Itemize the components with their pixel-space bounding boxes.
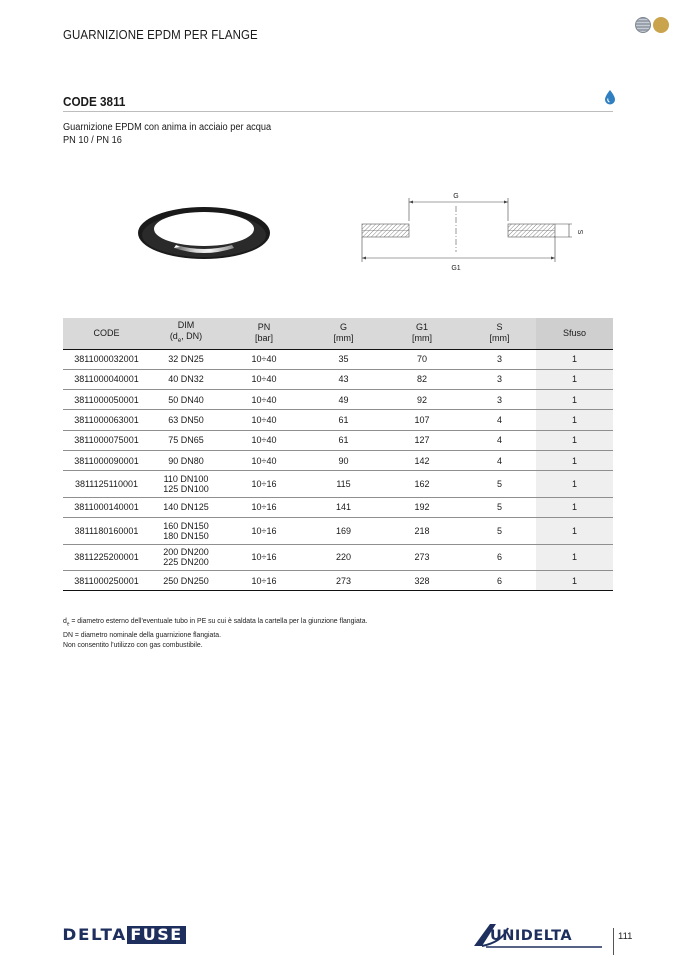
- footnote-1-text: = diametro esterno dell'eventuale tubo in PE su cui è saldata la cartella per la giunzione flangiata.: [69, 616, 368, 625]
- cell-code: 3811000040001: [63, 369, 150, 389]
- table-row: [63, 390, 613, 410]
- page-number: 111: [618, 931, 633, 942]
- cell-g1: 142: [381, 450, 463, 470]
- cell-sfuso: 1: [536, 497, 613, 517]
- header-s: [463, 318, 536, 349]
- header-pn-line1: PN: [257, 322, 271, 333]
- cell-g: 43: [306, 369, 381, 389]
- cell-g1: 328: [381, 571, 463, 591]
- header-g1-line2: [mm]: [412, 333, 432, 344]
- page-title: GUARNIZIONE EPDM PER FLANGE: [63, 28, 258, 42]
- header-code: CODE: [63, 318, 150, 349]
- cell-s: 3: [463, 390, 536, 410]
- cell-code: 3811125110001: [63, 471, 150, 498]
- header-dim-line1: DIM: [177, 319, 195, 330]
- table-row: [63, 430, 613, 450]
- cell-dim: [150, 390, 222, 410]
- cell-dim-line1: 50 DN40: [168, 394, 204, 405]
- header-g-line2: [mm]: [333, 333, 354, 344]
- product-description: [63, 121, 271, 147]
- header-dim: [150, 318, 222, 349]
- cell-pn: 10÷40: [222, 349, 306, 369]
- table-row: [63, 571, 613, 591]
- cell-pn: 10÷16: [222, 518, 306, 545]
- cell-sfuso: 1: [536, 410, 613, 430]
- header-sfuso: Sfuso: [536, 318, 613, 349]
- cell-dim: [150, 544, 222, 571]
- cell-code: 3811000032001: [63, 349, 150, 369]
- table-row: [63, 349, 613, 369]
- cell-sfuso: 1: [536, 390, 613, 410]
- cell-dim-line1: 250 DN250: [163, 575, 209, 586]
- cell-sfuso: 1: [536, 430, 613, 450]
- gold-dot-icon[interactable]: [653, 17, 669, 33]
- cell-g: 61: [306, 410, 381, 430]
- cell-code: 3811000250001: [63, 571, 150, 591]
- cell-dim-line2: 180 DN150: [163, 530, 209, 541]
- header-s-line1: S: [496, 322, 503, 333]
- cell-sfuso: 1: [536, 571, 613, 591]
- cell-dim-line1: 160 DN150: [163, 520, 209, 531]
- gasket-technical-drawing: [352, 188, 588, 272]
- grey-dot-icon[interactable]: [635, 17, 651, 33]
- product-code: CODE 3811: [63, 94, 126, 109]
- header-dim-a: (d: [169, 330, 178, 341]
- cell-s: 6: [463, 571, 536, 591]
- cell-pn: 10÷40: [222, 369, 306, 389]
- header-s-line2: [mm]: [489, 333, 510, 344]
- table-row: [63, 450, 613, 470]
- cell-g1: 218: [381, 518, 463, 545]
- label-g1: G1: [451, 265, 461, 272]
- cell-code: 3811000140001: [63, 497, 150, 517]
- cell-g: 90: [306, 450, 381, 470]
- header-g-line1: G: [339, 322, 347, 333]
- header-dots: [635, 17, 669, 33]
- cell-dim: [150, 450, 222, 470]
- cell-dim-line1: 110 DN100: [163, 474, 209, 485]
- cell-dim: [150, 349, 222, 369]
- cell-sfuso: 1: [536, 471, 613, 498]
- cell-g: 273: [306, 571, 381, 591]
- spec-table: [63, 318, 613, 591]
- cell-dim: [150, 497, 222, 517]
- cell-dim: [150, 369, 222, 389]
- cell-g: 220: [306, 544, 381, 571]
- cell-sfuso: 1: [536, 349, 613, 369]
- footnote-1-sub: e: [66, 621, 70, 628]
- cell-pn: 10÷40: [222, 390, 306, 410]
- footnote-1-prefix: d: [63, 616, 67, 625]
- footnote-2: DN = diametro nominale della guarnizione flangiata.: [63, 629, 221, 639]
- cell-dim-line1: 90 DN80: [168, 455, 204, 466]
- table-header-row: [63, 318, 613, 349]
- header-dim-line2: [169, 330, 203, 344]
- cell-code: 3811180160001: [63, 518, 150, 545]
- cell-g1: 162: [381, 471, 463, 498]
- cell-dim: [150, 430, 222, 450]
- cell-sfuso: 1: [536, 518, 613, 545]
- cell-s: 4: [463, 410, 536, 430]
- footnote-1: [63, 616, 367, 630]
- table-row: [63, 410, 613, 430]
- cell-dim: [150, 471, 222, 498]
- cell-pn: 10÷16: [222, 497, 306, 517]
- cell-g: 61: [306, 430, 381, 450]
- label-s: S: [576, 229, 583, 235]
- header-pn-line2: [bar]: [254, 333, 273, 344]
- cell-sfuso: 1: [536, 544, 613, 571]
- deltafuse-logo: [64, 926, 186, 944]
- cell-s: 5: [463, 471, 536, 498]
- cell-dim-line1: 40 DN32: [168, 374, 204, 385]
- cell-pn: 10÷40: [222, 410, 306, 430]
- cell-code: 3811000050001: [63, 390, 150, 410]
- page-number-divider: [613, 928, 614, 955]
- cell-code: 3811000075001: [63, 430, 150, 450]
- cell-pn: 10÷16: [222, 471, 306, 498]
- cell-g: 49: [306, 390, 381, 410]
- table-row: [63, 544, 613, 571]
- table-row: [63, 369, 613, 389]
- header-g1-line1: G1: [415, 322, 428, 333]
- table-row: [63, 497, 613, 517]
- unidelta-logo-text: UNIDELTA: [490, 928, 573, 944]
- cell-s: 3: [463, 349, 536, 369]
- cell-code: 3811000063001: [63, 410, 150, 430]
- title-divider: [63, 111, 613, 112]
- cell-s: 6: [463, 544, 536, 571]
- header-dim-sub: e: [177, 337, 182, 344]
- cell-dim: [150, 518, 222, 545]
- logo-delta-text: DELTA: [62, 925, 127, 944]
- cell-g: 169: [306, 518, 381, 545]
- cell-g1: 70: [381, 349, 463, 369]
- cell-s: 5: [463, 497, 536, 517]
- cell-s: 4: [463, 430, 536, 450]
- cell-g1: 82: [381, 369, 463, 389]
- cell-pn: 10÷40: [222, 450, 306, 470]
- logo-fuse-text: FUSE: [127, 926, 185, 944]
- description-line-2: PN 10 / PN 16: [63, 135, 122, 146]
- header-g1: [381, 318, 463, 349]
- cell-dim-line1: 32 DN25: [168, 354, 204, 365]
- cell-dim-line2: 225 DN200: [163, 557, 209, 568]
- cell-g1: 107: [381, 410, 463, 430]
- cell-g1: 192: [381, 497, 463, 517]
- cell-dim: [150, 410, 222, 430]
- cell-g: 35: [306, 349, 381, 369]
- cell-pn: 10÷16: [222, 544, 306, 571]
- cell-g1: 273: [381, 544, 463, 571]
- cell-g1: 92: [381, 390, 463, 410]
- cell-g: 141: [306, 497, 381, 517]
- cell-dim-line2: 125 DN100: [163, 484, 209, 495]
- table-row: [63, 471, 613, 498]
- water-drop-icon: [604, 89, 616, 105]
- cell-pn: 10÷40: [222, 430, 306, 450]
- cell-dim-line1: 75 DN65: [168, 435, 204, 446]
- cell-s: 4: [463, 450, 536, 470]
- header-pn: [222, 318, 306, 349]
- cell-dim-line1: 63 DN50: [168, 415, 204, 426]
- table-row: [63, 518, 613, 545]
- cell-code: 3811225200001: [63, 544, 150, 571]
- footnotes: [63, 616, 367, 651]
- header-g: [306, 318, 381, 349]
- cell-dim: [150, 571, 222, 591]
- cell-code: 3811000090001: [63, 450, 150, 470]
- cell-sfuso: 1: [536, 450, 613, 470]
- description-line-1: Guarnizione EPDM con anima in acciaio per acqua: [63, 122, 272, 133]
- cell-s: 3: [463, 369, 536, 389]
- cell-dim-line1: 140 DN125: [163, 502, 209, 513]
- header-dim-b: , DN): [181, 330, 203, 341]
- cell-sfuso: 1: [536, 369, 613, 389]
- cell-dim-line1: 200 DN200: [163, 547, 209, 558]
- footnote-3: Non consentito l'utilizzo con gas combustibile.: [63, 640, 203, 650]
- label-g: G: [453, 193, 459, 200]
- cell-g: 115: [306, 471, 381, 498]
- cell-pn: 10÷16: [222, 571, 306, 591]
- cell-s: 5: [463, 518, 536, 545]
- cell-g1: 127: [381, 430, 463, 450]
- gasket-photo: [136, 205, 272, 261]
